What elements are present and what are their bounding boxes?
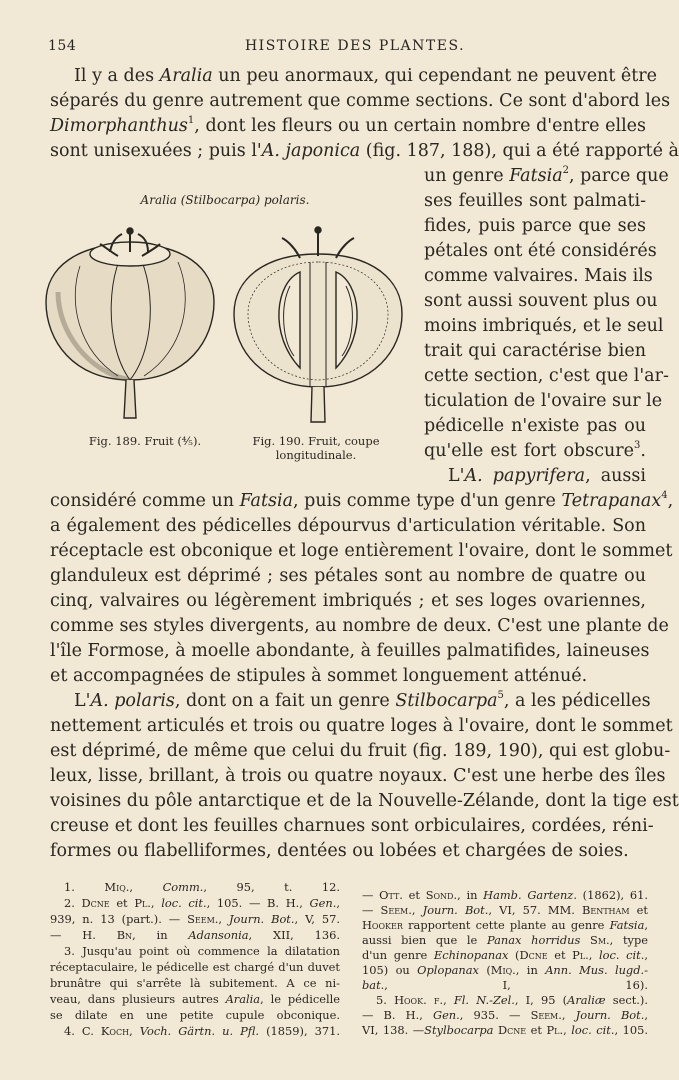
body-line: comme ses styles divergents, au nombre de deux. C'est une plante de [50, 616, 669, 636]
body-line: l'île Formose, à moelle abondante, à feuilles palmatifides, laineuses [50, 641, 650, 661]
body-line: sont aussi souvent plus ou [424, 291, 658, 311]
page-number: 154 [48, 38, 77, 54]
body-line: L'A. polaris, dont on a fait un genre Stilbocarpa$^5$, a les pédicelles [74, 690, 651, 711]
footnote-line: 939, n. 13 (part.). — Seem., Journ. Bot., V, 57. [50, 912, 340, 926]
body-line: formes ou flabelliformes, dentées ou lobées et chargées de soies. [50, 841, 629, 861]
body-line: séparés du genre autrement que comme sections. Ce sont d'abord les [50, 91, 671, 111]
figure-190-caption [236, 434, 396, 462]
body-line: réceptacle est obconique et loge entièrement l'ovaire, dont le sommet [50, 541, 673, 561]
footnote-line: VI, 138. —Stylbocarpa Dcne et Pl., loc. cit., 105. [362, 1023, 648, 1037]
body-line: L'A. papyrifera, aussi [448, 466, 646, 486]
body-line: trait qui caractérise bien [424, 341, 646, 361]
figure-189-caption: Fig. 189. Fruit (⅘). [88, 434, 202, 448]
footnote-line: veau, dans plusieurs autres Aralia, le pédicelle [50, 992, 340, 1006]
footnote-line: brunâtre qui s'arrête là subitement. A ce ni- [50, 976, 340, 990]
body-line: comme valvaires. Mais ils [424, 266, 653, 286]
footnote-line: — Ott. et Sond., in Hamb. Gartenz. (1862), 61. [362, 888, 649, 902]
body-line: glanduleux est déprimé ; ses pétales sont au nombre de quatre ou [50, 566, 646, 586]
body-line: un genre Fatsia$^2$, parce que [424, 165, 669, 186]
body-line: ses feuilles sont palmati- [424, 191, 646, 211]
running-title: HISTOIRE DES PLANTES. [244, 38, 466, 54]
body-line: fides, puis parce que ses [424, 216, 646, 236]
footnote-line: — Seem., Journ. Bot., VI, 57. MM. Bentham et [362, 903, 648, 917]
body-line: nettement articulés et trois ou quatre loges à l'ovaire, dont le sommet [50, 716, 673, 736]
body-line: Dimorphanthus$^1$, dont les fleurs ou un certain nombre d'entre elles [50, 115, 646, 136]
footnote-line: aussi bien que le Panax horridus Sm., type [362, 933, 648, 947]
body-line: pétales ont été considérés [424, 241, 657, 261]
body-line: est déprimé, de même que celui du fruit (fig. 189, 190), qui est globu- [50, 741, 671, 761]
body-line: considéré comme un Fatsia, puis comme type d'un genre Tetrapanax$^4$, [50, 490, 674, 511]
footnote-line: 2. Dcne et Pl., loc. cit., 105. — B. H., Gen., [64, 896, 340, 910]
body-line: pédicelle n'existe pas ou [424, 416, 646, 436]
body-line: leux, lisse, brillant, à trois ou quatre noyaux. C'est une herbe des îles [50, 766, 666, 786]
body-line: et accompagnées de stipules à sommet longuement atténué. [50, 666, 588, 686]
body-line: qu'elle est fort obscure$^3$. [424, 440, 646, 461]
footnote-line: 5. Hook. f., Fl. N.-Zel., I, 95 (Araliæ sect.). [376, 993, 648, 1007]
figure-190-caption-line: longitudinale. [275, 448, 357, 462]
body-line: ticulation de l'ovaire sur le [424, 391, 663, 411]
body-line: cinq, valvaires ou légèrement imbriqués ; et ses loges ovariennes, [50, 591, 646, 611]
footnote-line: 3. Jusqu'au point où commence la dilatation [64, 944, 340, 958]
body-line: Il y a des Aralia un peu anormaux, qui cependant ne peuvent être [74, 66, 658, 86]
body-line: moins imbriqués, et le seul [424, 316, 664, 336]
figure-190-caption-line: Fig. 190. Fruit, coupe [252, 434, 380, 448]
footnote-line: 4. C. Koch, Voch. Gärtn. u. Pfl. (1859), 371. [64, 1024, 340, 1038]
whole-fruit-drawing [46, 228, 214, 418]
footnote-line: d'un genre Echinopanax (Dcne et Pl., loc. cit., [362, 948, 649, 962]
footnote-line: 1. Miq., Comm., 95, t. 12. [64, 880, 340, 894]
body-line: voisines du pôle antarctique et de la Nouvelle-Zélande, dont la tige est [50, 791, 679, 811]
footnote-line: Hooker rapportent cette plante au genre Fatsia, [362, 918, 648, 932]
footnote-line: bat., I, 16). [362, 978, 648, 992]
footnote-line: se dilate en une petite cupule obconique. [50, 1008, 340, 1022]
footnote-line: — H. Bn, in Adansonia, XII, 136. [50, 928, 340, 942]
fruit-section-drawing [234, 227, 402, 422]
fruit-illustration [38, 222, 408, 427]
body-line: a également des pédicelles dépourvus d'articulation véritable. Son [50, 516, 646, 536]
footnote-line: 105) ou Oplopanax (Miq., in Ann. Mus. lugd.- [362, 963, 648, 977]
footnote-line: réceptaculaire, le pédicelle est chargé d'un duvet [50, 960, 340, 974]
body-line: creuse et dont les feuilles charnues sont orbiculaires, cordées, réni- [50, 816, 654, 836]
footnote-line: — B. H., Gen., 935. — Seem., Journ. Bot., [362, 1008, 648, 1022]
body-line: sont unisexuées ; puis l'A. japonica (fig. 187, 188), qui a été rapporté à [50, 141, 679, 161]
body-line: cette section, c'est que l'ar- [424, 366, 669, 386]
figure-title: Aralia (Stilbocarpa) polaris. [140, 193, 310, 207]
